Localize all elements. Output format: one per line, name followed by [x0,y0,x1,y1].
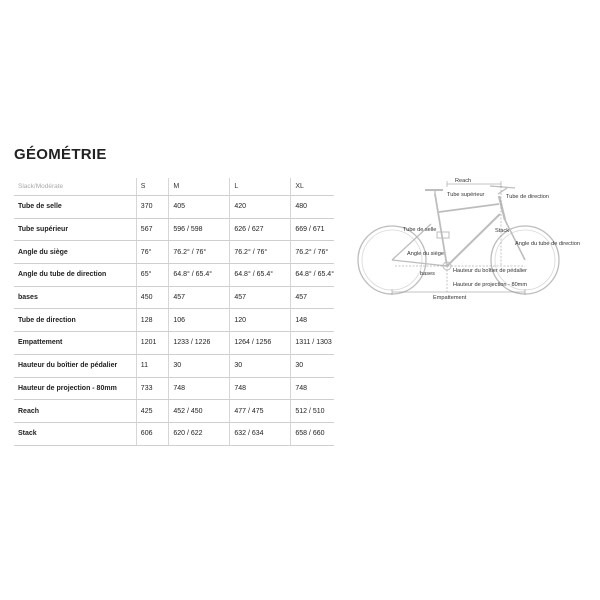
cell-size-m: 596 / 598 [169,218,230,241]
cell-size-xl: 148 [291,309,334,332]
cell-size-l: 457 [230,286,291,309]
size-header-xl: XL [291,178,334,196]
cell-size-l: 1264 / 1256 [230,332,291,355]
cell-size-xl: 76.2° / 76° [291,241,334,264]
size-header-m: M [169,178,230,196]
cell-size-m: 452 / 450 [169,400,230,423]
row-label: Angle du tube de direction [14,264,136,287]
cell-size-xl: 669 / 671 [291,218,334,241]
table-row [14,332,334,355]
label-empattement: Empattement [433,295,467,301]
table-row [14,286,334,309]
table-row [14,377,334,400]
cell-size-xl: 748 [291,377,334,400]
label-hauteur-boitier: Hauteur du boîtier de pédalier [453,268,528,274]
row-label: Reach [14,400,136,423]
cell-size-l: 120 [230,309,291,332]
cell-size-xl: 1311 / 1303 [291,332,334,355]
table-row [14,309,334,332]
cell-size-m: 106 [169,309,230,332]
geometry-table [14,178,334,446]
row-label: Hauteur du boîtier de pédalier [14,354,136,377]
down-tube [447,214,500,266]
label-angle-tube-direction: Angle du tube de direction [515,241,580,247]
cell-size-l: 420 [230,196,291,219]
cell-size-s: 606 [136,422,169,445]
cell-size-l: 748 [230,377,291,400]
cell-size-xl: 480 [291,196,334,219]
table-row [14,196,334,219]
label-tube-de-direction: Tube de direction [506,194,550,200]
row-label: Stack [14,422,136,445]
table-row [14,264,334,287]
cell-size-s: 370 [136,196,169,219]
cell-size-m: 457 [169,286,230,309]
cell-size-l: 626 / 627 [230,218,291,241]
top-tube [439,204,499,212]
row-label: bases [14,286,136,309]
head-tube [499,196,505,220]
row-label: Tube de direction [14,309,136,332]
row-label: Hauteur de projection - 80mm [14,377,136,400]
table-row [14,354,334,377]
label-tube-de-selle: Tube de selle [403,227,437,233]
table-row [14,422,334,445]
cell-size-xl: 658 / 660 [291,422,334,445]
chainstay [392,260,447,266]
label-angle-du-siege: Angle du siège [407,251,445,257]
cell-size-l: 632 / 634 [230,422,291,445]
row-label: Empattement [14,332,136,355]
bike-diagram-svg [355,172,590,312]
table-row [14,400,334,423]
size-header-s: S [136,178,169,196]
row-label: Angle du siège [14,241,136,264]
cell-size-s: 128 [136,309,169,332]
cell-size-s: 450 [136,286,169,309]
cell-size-l: 64.8° / 65.4° [230,264,291,287]
page-title: GÉOMÉTRIE [14,146,107,163]
table-row [14,241,334,264]
table-header-row [14,178,334,196]
label-hauteur-projection: Hauteur de projection - 80mm [453,282,527,288]
cell-size-m: 405 [169,196,230,219]
cell-size-m: 748 [169,377,230,400]
cell-size-s: 567 [136,218,169,241]
cell-size-m: 64.8° / 65.4° [169,264,230,287]
label-bases: bases [420,271,435,277]
cell-size-m: 620 / 622 [169,422,230,445]
cell-size-s: 425 [136,400,169,423]
label-reach: Reach [455,178,472,184]
handlebar [490,186,515,188]
cell-size-l: 30 [230,354,291,377]
cell-size-l: 76.2° / 76° [230,241,291,264]
cell-size-xl: 457 [291,286,334,309]
header-label: Slack/Modérate [14,178,136,196]
cell-size-xl: 512 / 510 [291,400,334,423]
cell-size-s: 65° [136,264,169,287]
label-stack: Stack [495,228,509,234]
cell-size-s: 76° [136,241,169,264]
size-header-l: L [230,178,291,196]
row-label: Tube supérieur [14,218,136,241]
cell-size-s: 733 [136,377,169,400]
cell-size-m: 30 [169,354,230,377]
table-row [14,218,334,241]
cell-size-xl: 30 [291,354,334,377]
cell-size-xl: 64.8° / 65.4° [291,264,334,287]
cell-size-m: 1233 / 1226 [169,332,230,355]
bike-geometry-diagram [355,172,590,312]
cell-size-l: 477 / 475 [230,400,291,423]
cell-size-s: 1201 [136,332,169,355]
cell-size-s: 11 [136,354,169,377]
label-tube-superieur: Tube supérieur [447,192,485,198]
row-label: Tube de selle [14,196,136,219]
cell-size-m: 76.2° / 76° [169,241,230,264]
